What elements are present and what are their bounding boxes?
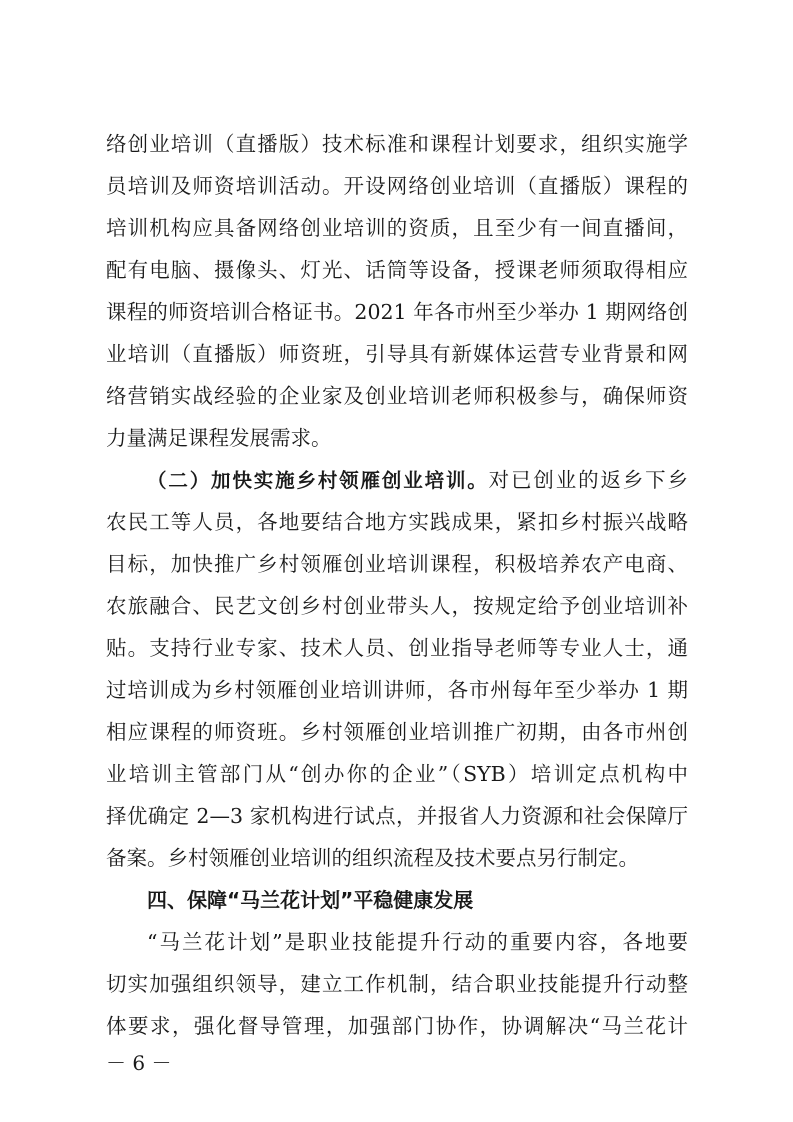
paragraph-line: 相应课程的师资班。乡村领雁创业培训推广初期，由各市州创 bbox=[106, 720, 688, 744]
section-two-subheading: （二）加快实施乡村领雁创业培训。 bbox=[147, 469, 489, 492]
paragraph-line: “马兰花计划”是职业技能提升行动的重要内容，各地要 bbox=[147, 930, 688, 954]
paragraph-line: 切实加强组织领导，建立工作机制，结合职业技能提升行动整 bbox=[106, 972, 688, 996]
paragraph-line: 课程的师资培训合格证书。2021 年各市州至少举办 1 期网络创 bbox=[106, 300, 688, 324]
paragraph-line: 配有电脑、摄像头、灯光、话筒等设备，授课老师须取得相应 bbox=[106, 258, 688, 282]
page-number: － 6 － bbox=[106, 1051, 172, 1075]
paragraph-line: 体要求，强化督导管理，加强部门协作，协调解决“马兰花计 bbox=[106, 1014, 688, 1038]
paragraph-line: 业培训（直播版）师资班，引导具有新媒体运营专业背景和网 bbox=[106, 342, 688, 366]
paragraph-line: 络营销实战经验的企业家及创业培训老师积极参与，确保师资 bbox=[106, 384, 688, 408]
paragraph-line: 力量满足课程发展需求。 bbox=[106, 426, 332, 450]
paragraph-line: 过培训成为乡村领雁创业培训讲师，各市州每年至少举办 1 期 bbox=[106, 678, 688, 702]
paragraph-line: 员培训及师资培训活动。开设网络创业培训（直播版）课程的 bbox=[106, 174, 688, 198]
paragraph-line: 农旅融合、民艺文创乡村创业带头人，按规定给予创业培训补 bbox=[106, 594, 688, 618]
paragraph-line: 贴。支持行业专家、技术人员、创业指导老师等专业人士，通 bbox=[106, 636, 688, 660]
section-two-first-line bbox=[147, 462, 688, 498]
paragraph-line: 择优确定 2—3 家机构进行试点，并报省人力资源和社会保障厅 bbox=[106, 804, 688, 828]
paragraph-line: 农民工等人员，各地要结合地方实践成果，紧扣乡村振兴战略 bbox=[106, 510, 688, 534]
section-two-first-line-text: 对已创业的返乡下乡 bbox=[488, 468, 688, 492]
paragraph-line: 业培训主管部门从“创办你的企业”（SYB）培训定点机构中 bbox=[106, 762, 688, 786]
section-four-heading: 四、保障“马兰花计划”平稳健康发展 bbox=[147, 888, 474, 912]
paragraph-line: 备案。乡村领雁创业培训的组织流程及技术要点另行制定。 bbox=[106, 846, 639, 870]
paragraph-line: 目标，加快推广乡村领雁创业培训课程，积极培养农产电商、 bbox=[106, 552, 688, 576]
paragraph-line: 络创业培训（直播版）技术标准和课程计划要求，组织实施学 bbox=[106, 132, 688, 156]
paragraph-line: 培训机构应具备网络创业培训的资质，且至少有一间直播间， bbox=[106, 216, 688, 240]
